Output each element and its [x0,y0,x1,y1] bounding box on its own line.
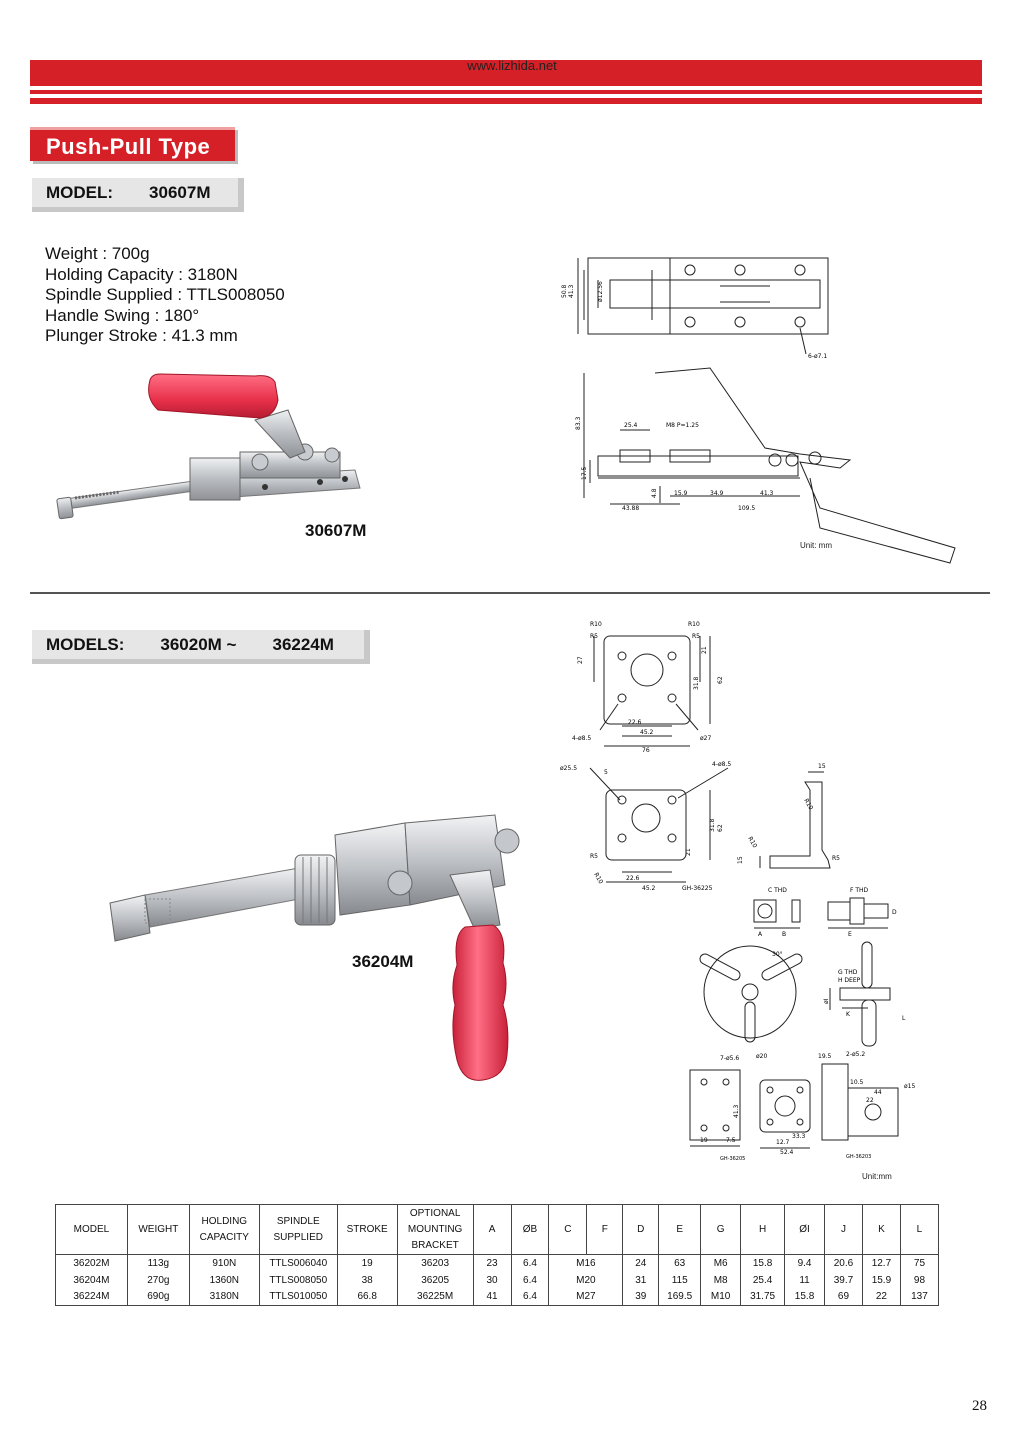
model-label: MODEL: [46,182,114,202]
col-header: SPINDLE SUPPLIED [259,1205,337,1255]
bracket-drawing-side [560,760,860,895]
dim-label: GH-36225 [682,885,713,892]
dim-label: 83.3 [575,416,582,430]
table-cell: M27 [549,1289,623,1306]
table-cell: 15.8 [741,1255,785,1272]
table-cell: 12.7 [862,1255,900,1272]
table-cell: 31 [623,1272,659,1289]
section-title-tab [30,127,235,161]
models-heading [32,630,370,664]
table-cell: M6 [701,1255,741,1272]
table-header-row [56,1205,939,1255]
table-cell: 98 [900,1272,938,1289]
dim-label: R10 [688,621,700,628]
table-cell: 11 [785,1272,825,1289]
col-header: WEIGHT [127,1205,189,1255]
model-heading [32,178,244,212]
table-cell: 15.9 [862,1272,900,1289]
table-cell: 113g [127,1255,189,1272]
dim-label: 12.7 [776,1139,790,1146]
dim-label: 15.9 [674,490,688,497]
dim-label: L [902,1015,906,1022]
dim-label: 2-ø5.2 [846,1051,866,1058]
clamp-photo-30607m [50,370,370,530]
model-range-start: 36020M ~ [160,634,237,654]
table-cell: 910N [189,1255,259,1272]
dim-label: 45.2 [642,885,656,892]
table-cell: 30 [473,1272,511,1289]
dim-label: R10 [590,621,602,628]
col-header: E [659,1205,701,1255]
dim-label: 6-ø7.1 [808,353,828,360]
dim-label: 30° [772,951,783,958]
spec-table [55,1204,939,1306]
dim-label: R5 [692,633,700,640]
table-cell: 36202M [56,1255,128,1272]
dim-label: GH-36203 [846,1154,872,1160]
table-cell: 25.4 [741,1272,785,1289]
table-cell: 3180N [189,1289,259,1306]
site-url[interactable]: www.lizhida.net [467,58,557,73]
table-cell: 690g [127,1289,189,1306]
dim-label: H DEEP [838,977,861,984]
table-cell: 36205 [397,1272,473,1289]
table-cell: TTLS010050 [259,1289,337,1306]
dim-label: 4-ø8.5 [712,761,732,768]
header-stripe [30,90,982,94]
col-header: ØB [511,1205,549,1255]
dim-label: 22 [866,1097,874,1104]
dim-label: K [846,1011,850,1018]
page-number: 28 [972,1398,987,1414]
model-range-end: 36224M [272,634,334,654]
table-cell: 115 [659,1272,701,1289]
col-header: D [623,1205,659,1255]
spec-weight: Weight : 700g [45,244,150,263]
table-cell: 15.8 [785,1289,825,1306]
table-cell: 137 [900,1289,938,1306]
header-stripe [30,98,982,104]
model-number: 30607M [149,182,211,202]
clamp-photo-36204m [105,815,535,1085]
dim-label: 44 [874,1089,882,1096]
spindle-drawing [740,882,900,937]
dim-label: 4-ø8.5 [572,735,592,742]
table-cell: 39 [623,1289,659,1306]
col-header: STROKE [337,1205,397,1255]
col-header: K [862,1205,900,1255]
col-header: G [701,1205,741,1255]
table-cell: M8 [701,1272,741,1289]
dim-label: 41.3 [733,1104,740,1118]
spec-spindle: Spindle Supplied : TTLS008050 [45,285,285,304]
col-header: H [741,1205,785,1255]
section-title: Push-Pull Type [46,134,211,159]
table-cell: TTLS008050 [259,1272,337,1289]
dim-label: 17.5 [581,466,588,480]
dim-label: 109.5 [738,505,756,512]
table-cell: M10 [701,1289,741,1306]
table-row [56,1289,939,1306]
table-cell: 169.5 [659,1289,701,1306]
handle-swing-drawing [690,940,920,1050]
table-cell: 19 [337,1255,397,1272]
col-header: J [825,1205,863,1255]
dim-label: 43.88 [622,505,640,512]
photo-caption: 36204M [352,952,414,971]
table-cell: M16 [549,1255,623,1272]
dim-label: B [782,931,787,938]
col-header: MODEL [56,1205,128,1255]
dim-label: M8 P=1.25 [666,422,699,429]
table-cell: 6.4 [511,1272,549,1289]
table-cell: 66.8 [337,1289,397,1306]
col-header: A [473,1205,511,1255]
table-cell: 75 [900,1255,938,1272]
dim-label: 7-ø5.6 [720,1055,740,1062]
table-cell: 36225M [397,1289,473,1306]
table-cell: 63 [659,1255,701,1272]
dim-label: 5 [604,769,608,776]
dim-label: 27 [577,656,584,664]
table-cell: 6.4 [511,1255,549,1272]
dim-label: 15 [818,763,826,770]
dim-label: 21 [685,848,692,856]
dim-label: C THD [768,887,787,894]
col-header: L [900,1205,938,1255]
table-row [56,1272,939,1289]
col-header: ØI [785,1205,825,1255]
table-cell: 69 [825,1289,863,1306]
table-cell: M20 [549,1272,623,1289]
col-header: OPTIONAL MOUNTING BRACKET [397,1205,473,1255]
table-cell: 24 [623,1255,659,1272]
col-header: HOLDING CAPACITY [189,1205,259,1255]
dim-label: ø15 [904,1083,916,1090]
dim-label: 50.8 [561,284,568,298]
dim-label: 52.4 [780,1149,794,1156]
technical-drawing-top-view [561,250,830,360]
section-divider [30,592,990,594]
unit-note: Unit:mm [862,1172,892,1181]
dim-label: 25.4 [624,422,638,429]
table-cell: 36224M [56,1289,128,1306]
unit-note: Unit: mm [800,541,832,550]
col-header: F [587,1205,623,1255]
col-header: C [549,1205,587,1255]
dim-label: G THD [838,969,858,976]
dim-label: 4.8 [651,488,658,498]
dim-label: R10 [802,797,815,812]
table-cell: 6.4 [511,1289,549,1306]
dim-label: 15 [737,856,744,864]
dim-label: 45.2 [640,729,654,736]
table-cell: 36203 [397,1255,473,1272]
spec-plunger-stroke: Plunger Stroke : 41.3 mm [45,326,238,345]
table-cell: TTLS006040 [259,1255,337,1272]
dim-label: F THD [850,887,869,894]
dim-label: 10.5 [850,1079,864,1086]
dim-label: 41.3 [760,490,774,497]
dim-label: 21 [701,646,708,654]
mounting-brackets-drawing [680,1048,920,1163]
dim-label: R5 [590,853,598,860]
dim-label: 34.9 [710,490,724,497]
table-row [56,1255,939,1272]
dim-label: øI [823,998,830,1004]
dim-label: D [892,909,897,916]
table-cell: 31.75 [741,1289,785,1306]
spec-handle-swing: Handle Swing : 180° [45,305,200,325]
table-cell: 22 [862,1289,900,1306]
dim-label: 33.3 [792,1133,806,1140]
table-cell: 41 [473,1289,511,1306]
dim-label: ø12.56 [597,281,604,302]
dim-label: 62 [717,676,724,684]
dim-label: GH-36205 [720,1156,746,1162]
table-cell: 38 [337,1272,397,1289]
table-cell: 270g [127,1272,189,1289]
dim-label: ø27 [700,735,712,742]
table-cell: 20.6 [825,1255,863,1272]
table-cell: 23 [473,1255,511,1272]
dim-label: R5 [832,855,840,862]
dim-label: ø20 [756,1053,768,1060]
dim-label: 31.8 [693,676,700,690]
spec-list [45,244,285,347]
dim-label: R5 [590,633,598,640]
dim-label: E [848,931,852,938]
dim-label: 19.5 [818,1053,832,1060]
dim-label: R10 [746,835,759,850]
dim-label: 62 [717,824,724,832]
dim-label: 22.6 [626,875,640,882]
spec-holding-capacity: Holding Capacity : 3180N [45,264,238,284]
table-cell: 9.4 [785,1255,825,1272]
dim-label: A [758,931,763,938]
dim-label: 31.8 [709,818,716,832]
models-label: MODELS: [46,634,125,654]
dim-label: 41.3 [568,284,575,298]
technical-drawing-side-view [570,368,970,568]
table-cell: 39.7 [825,1272,863,1289]
dim-label: 7.5 [726,1137,736,1144]
photo-caption: 30607M [305,521,367,540]
bracket-drawing-36225 [560,612,740,762]
dim-label: 22.6 [628,719,642,726]
dim-label: R10 [592,871,605,886]
dim-label: ø25.5 [560,765,578,772]
table-cell: 1360N [189,1272,259,1289]
table-cell: 36204M [56,1272,128,1289]
dim-label: 76 [642,747,650,754]
dim-label: 19 [700,1137,708,1144]
